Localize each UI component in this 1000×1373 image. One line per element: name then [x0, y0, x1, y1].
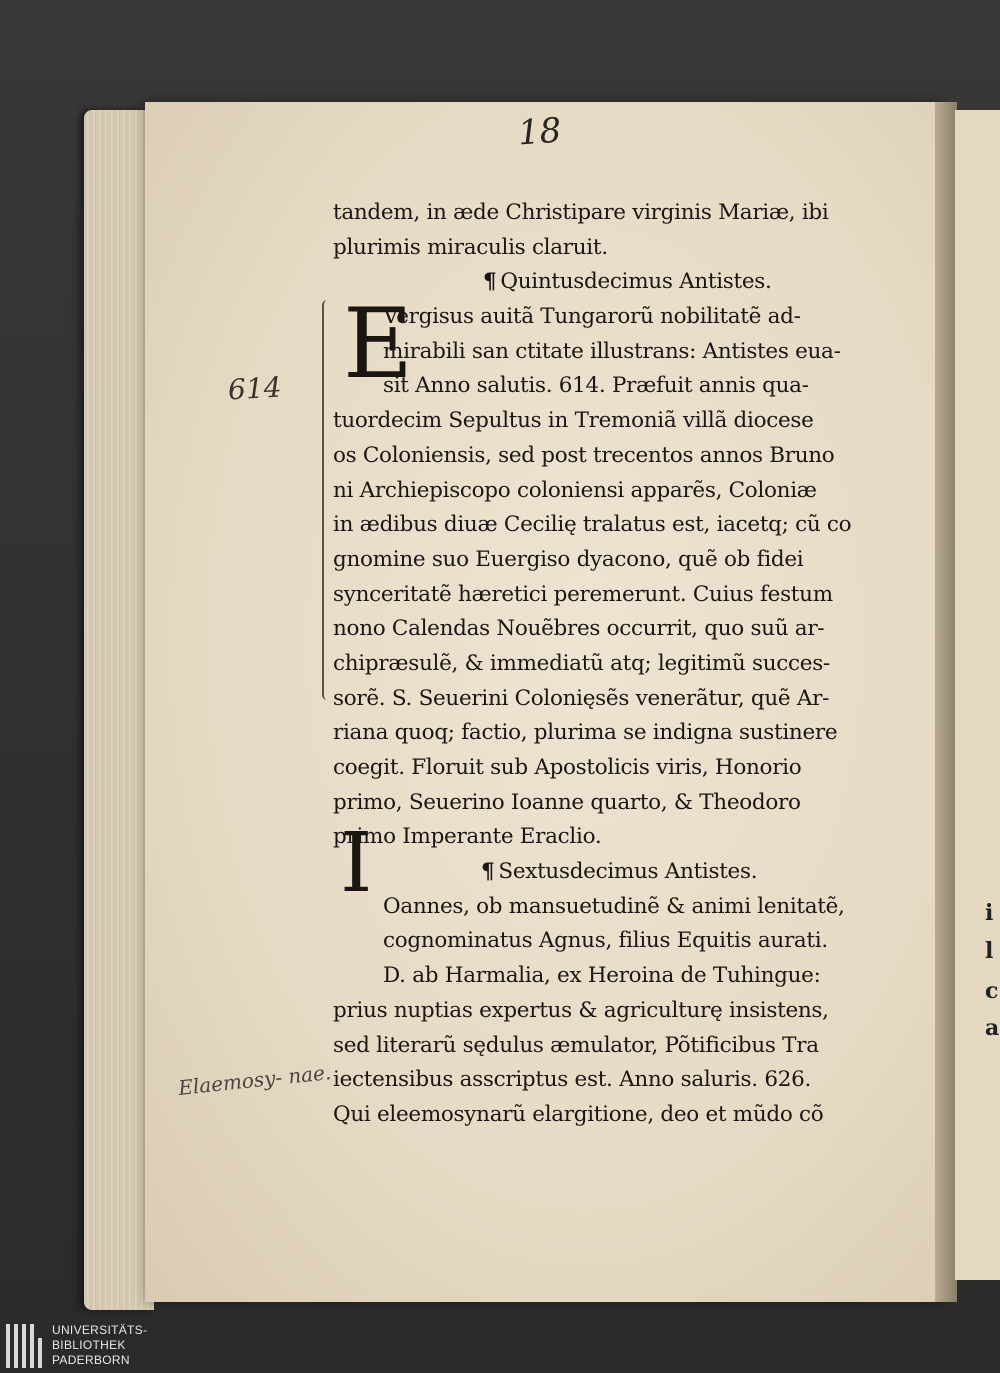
facing-page-glyph: a [985, 1015, 1000, 1041]
drop-cap-i: I [340, 816, 373, 911]
body-text [333, 196, 923, 1133]
paragraph-mark-icon: ¶ [481, 859, 495, 885]
text-line: prius nuptias expertus & agriculturę insistens, [333, 997, 829, 1023]
library-name [52, 1323, 147, 1368]
footer-bar [0, 1322, 1000, 1373]
paragraph-mark-icon: ¶ [483, 269, 497, 295]
text-line: tandem, in æde Christipare virginis Mariæ, ibi [333, 200, 829, 225]
text-line: ni Archiepiscopo coloniensi apparẽs, Coloniæ [333, 477, 817, 503]
text-line: riana quoq; factio, plurima se indigna sustinere [333, 720, 838, 746]
book-gutter [935, 102, 957, 1302]
library-logo-icon [6, 1324, 46, 1368]
text-line: sit Anno salutis. 614. Præfuit annis qua- [383, 373, 809, 399]
book-page-edges [84, 110, 154, 1310]
text-line: primo, Seuerino Ioanne quarto, & Theodoro [333, 789, 801, 815]
margin-note-year: 614 [227, 370, 283, 407]
text-line: os Coloniensis, sed post trecentos annos Bruno [333, 442, 835, 468]
text-line: Oannes, ob mansuetudinẽ & animi lenitatẽ, [383, 893, 845, 919]
margin-note-eleemosyna: Elaemosy- nae. [177, 1060, 333, 1100]
text-line: cognominatus Agnus, filius Equitis aurati. [383, 928, 828, 954]
text-line: chipræsulẽ, & immediatũ atq; legitimũ succes- [333, 650, 830, 676]
text-line: sed literarũ sędulus æmulator, Põtificibus Tra [333, 1032, 819, 1058]
facing-page-glyph: i [985, 900, 994, 926]
library-name-line: PADERBORN [52, 1353, 130, 1367]
text-line: coegit. Floruit sub Apostolicis viris, Honorio [333, 755, 802, 780]
text-line: sorẽ. S. Seuerini Colonięsẽs venerãtur, quẽ Ar- [333, 685, 830, 711]
section-heading [333, 265, 923, 300]
library-name-line: BIBLIOTHEK [52, 1338, 126, 1352]
text-line: Qui eleemosynarũ elargitione, deo et mũdo cõ [333, 1101, 824, 1127]
text-line: mirabili san ctitate illustrans: Antistes eua- [383, 338, 841, 364]
text-line: Vergisus auitã Tungarorũ nobilitatẽ ad- [383, 304, 801, 330]
text-line: plurimis miraculis claruit. [333, 234, 608, 260]
facing-page-glyph: c [985, 978, 999, 1004]
text-line: in ædibus diuæ Cecilię tralatus est, iacetq; cũ co [333, 512, 852, 538]
handwritten-folio-number: 18 [516, 110, 563, 154]
text-line: synceritatẽ hæretici peremerunt. Cuius festum [333, 581, 833, 607]
text-line: iectensibus asscriptus est. Anno saluris. 626. [333, 1067, 812, 1093]
section-heading-text: Quintusdecimus Antistes. [500, 269, 772, 295]
text-line: primo Imperante Eraclio. [333, 824, 602, 850]
facing-page-glyph: l [985, 938, 994, 964]
text-line: tuordecim Sepultus in Tremoniã villã diocese [333, 408, 814, 434]
section-heading-text: Sextusdecimus Antistes. [498, 859, 758, 885]
drop-cap-e: E [343, 288, 414, 400]
library-name-line: UNIVERSITÄTS- [52, 1323, 148, 1337]
facing-page-edge [955, 110, 1000, 1280]
margin-bracket [322, 300, 327, 700]
text-line: D. ab Harmalia, ex Heroina de Tuhingue: [383, 963, 821, 989]
text-line: gnomine suo Euergiso dyacono, quẽ ob fidei [333, 546, 804, 572]
text-line: nono Calendas Nouẽbres occurrit, quo suũ ar- [333, 616, 825, 642]
section-heading [333, 855, 923, 890]
